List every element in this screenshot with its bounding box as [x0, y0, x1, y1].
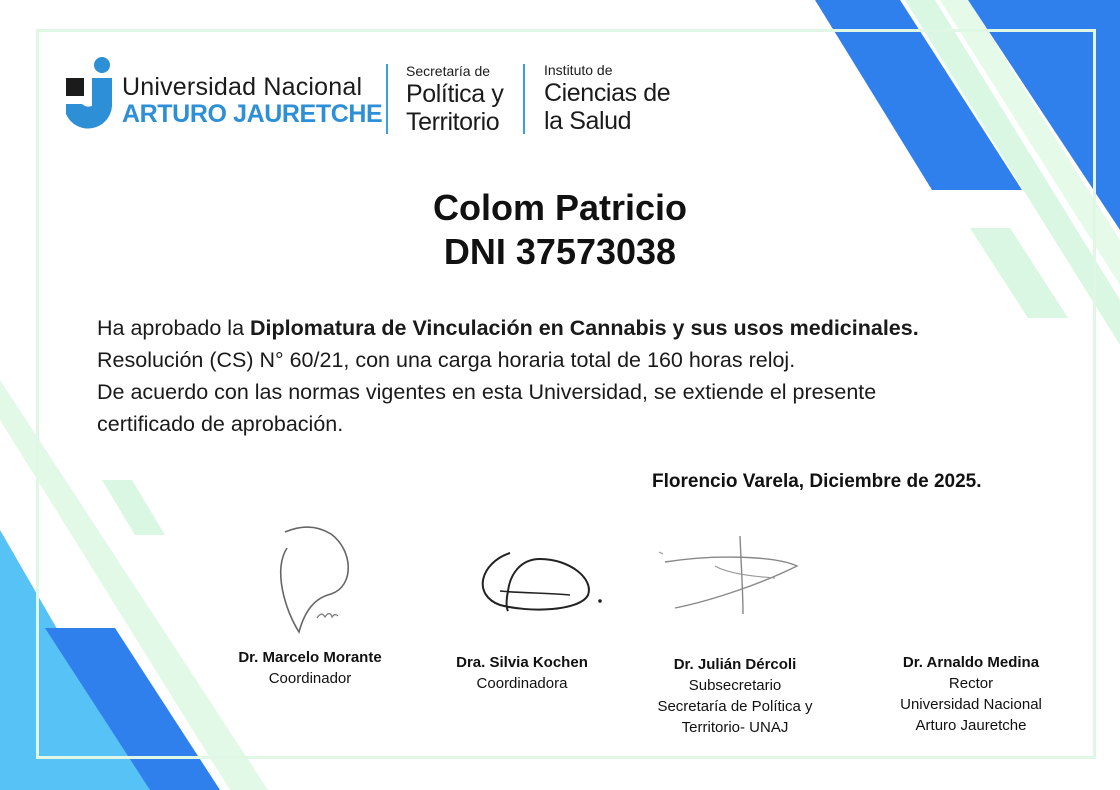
signer-role: Coordinadora [476, 675, 568, 692]
recipient-dni: DNI 37573038 [443, 231, 677, 272]
body-line-3: De acuerdo con las normas vigentes en esta Universidad, se extiende el presente [97, 380, 877, 404]
certificate-body [97, 312, 1037, 440]
recipient-name: Colom Patricio [432, 187, 688, 228]
signature-dercoli [655, 532, 815, 622]
signer-role: Rector [948, 675, 994, 692]
signature-morante [265, 520, 365, 640]
recipient-block [0, 186, 1120, 274]
university-name [122, 74, 382, 128]
header-separator-2 [523, 64, 525, 134]
signature-kochen [470, 545, 620, 625]
instituto-small: Instituto de [544, 62, 613, 78]
signer-name: Dra. Silvia Kochen [456, 654, 588, 671]
signer-dercoli [625, 654, 845, 738]
signer-role-line2: Universidad Nacional [900, 696, 1042, 713]
header-separator-1 [386, 64, 388, 134]
university-name-line1: Universidad Nacional [122, 73, 363, 101]
body-line-1 [97, 312, 1037, 344]
signer-name: Dr. Arnaldo Medina [902, 654, 1040, 671]
body-line-4: certificado de aprobación. [97, 412, 344, 436]
signer-medina [861, 652, 1081, 736]
signer-kochen [412, 652, 632, 694]
instituto-logo [544, 61, 670, 135]
body-line-1-prefix: Ha aprobado la [97, 316, 250, 340]
signer-morante [200, 647, 420, 689]
secretaria-small: Secretaría de [406, 63, 491, 79]
instituto-line1: Ciencias de [544, 79, 671, 107]
body-line-2: Resolución (CS) N° 60/21, con una carga horaria total de 160 horas reloj. [97, 348, 796, 372]
signer-name: Dr. Julián Dércoli [673, 656, 797, 673]
signer-role-line2: Secretaría de Política y [657, 698, 813, 715]
secretaria-line1: Política y [406, 80, 504, 108]
signer-role: Coordinador [268, 670, 352, 687]
secretaria-line2: Territorio [406, 108, 500, 136]
signer-role-line3: Territorio- UNAJ [681, 719, 789, 736]
place-date: Florencio Varela, Diciembre de 2025. [652, 471, 982, 492]
secretaria-logo [406, 62, 503, 136]
unaj-logo-mark-icon [64, 56, 114, 130]
course-name: Diplomatura de Vinculación en Cannabis y sus usos medicinales. [250, 316, 919, 340]
signer-role: Subsecretario [688, 677, 782, 694]
signer-name: Dr. Marcelo Morante [238, 649, 382, 666]
signer-role-line3: Arturo Jauretche [915, 717, 1027, 734]
instituto-line2: la Salud [544, 107, 632, 135]
university-name-line2: ARTURO JAURETCHE [122, 100, 383, 128]
